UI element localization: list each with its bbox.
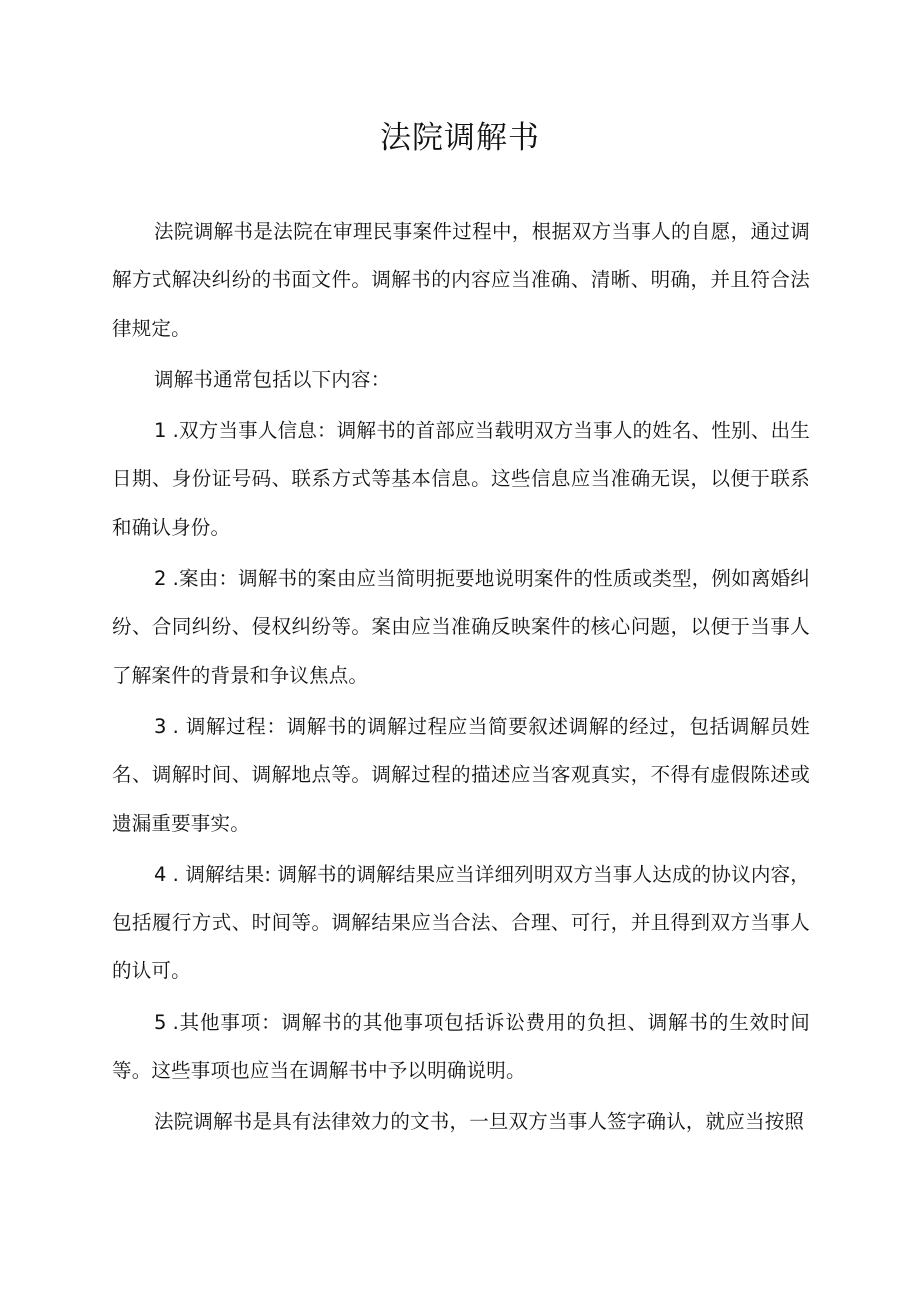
list-item-number: 4 (154, 862, 167, 886)
list-item-number: 1 (154, 419, 167, 443)
page-title: 法院调解书 (380, 120, 540, 156)
document-body (112, 208, 810, 1150)
list-item-number: 5 (154, 1010, 167, 1034)
list-item-number: 3 (154, 714, 167, 738)
list-item-3 (112, 703, 810, 848)
intro-paragraph: 法院调解书是法院在审理民事案件过程中，根据双方当事人的自愿，通过调解方式解决纠纷的书面文件。调解书的内容应当准确、清晰、明确，并且符合法律规定。 (112, 220, 810, 340)
list-item-text: .案由：调解书的案由应当简明扼要地说明案件的性质或类型，例如离婚纠纷、合同纠纷、侵权纠纷等。案由应当准确反映案件的核心问题，以便于当事人了解案件的背景和争议焦点。 (112, 567, 810, 687)
list-heading: 调解书通常包括以下内容： (154, 367, 391, 391)
list-item-text: .其他事项：调解书的其他事项包括诉讼费用的负担、调解书的生效时间等。这些事项也应当在调解书中予以明确说明。 (112, 1010, 810, 1083)
list-item-5 (112, 999, 810, 1096)
list-item-4 (112, 851, 810, 996)
list-item-text: . 调解过程：调解书的调解过程应当简要叙述调解的经过，包括调解员姓名、调解时间、调解地点等。调解过程的描述应当客观真实，不得有虚假陈述或遗漏重要事实。 (112, 714, 810, 835)
list-item-number: 2 (154, 567, 167, 591)
list-item-text: .双方当事人信息：调解书的首部应当载明双方当事人的姓名、性别、出生日期、身份证号码、联系方式等基本信息。这些信息应当准确无误，以便于联系和确认身份。 (112, 419, 810, 539)
closing-paragraph: 法院调解书是具有法律效力的文书，一旦双方当事人签字确认，就应当按照 (154, 1110, 805, 1134)
list-item-1 (112, 407, 810, 552)
list-item-text: . 调解结果: 调解书的调解结果应当详细列明双方当事人达成的协议内容，包括履行方式、时间等。调解结果应当合法、合理、可行，并且得到双方当事人的认可。 (112, 862, 810, 983)
list-item-2 (112, 555, 810, 700)
